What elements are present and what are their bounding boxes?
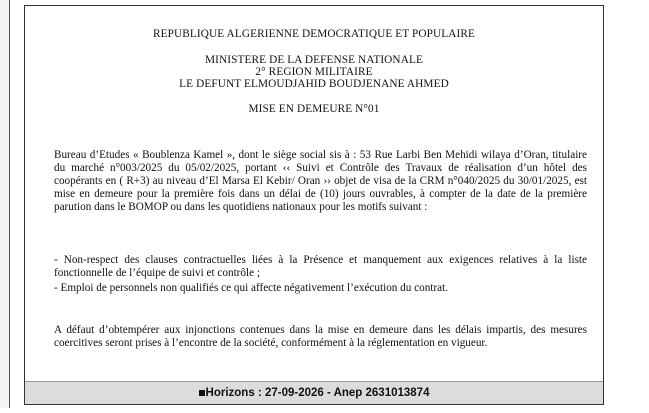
page-margin xyxy=(606,0,649,413)
conclusion-paragraph: A défaut d’obtempérer aux injonctions contenues dans la mise en demeure dans les délais impartis, des mesures coercitives seront prises à l’encontre de la société, conformément à la réglementation en vigueur. xyxy=(54,324,587,349)
motive-bullet-2: - Emploi de personnels non qualifiés ce qui affecte négativement l’exécution du contrat. xyxy=(54,282,449,294)
publication-footer xyxy=(25,381,603,404)
republic-heading: REPUBLIQUE ALGERIENNE DEMOCRATIQUE ET POPULAIRE xyxy=(152,28,476,40)
main-paragraph: Bureau d’Etudes « Boublenza Kamel », dont le siège social sis à : 53 Rue Larbi Ben Mehidi wilaya d’Oran, titulaire du marché n°003/2025 du 05/02/2025, portant ‹‹ Suivi et Contrôle des Travaux de réalisation d’un hôtel des coopérants en ( R+3) au niveau d’El Marsa El Kebir/ Oran ›› objet de visa de la CRM n°040/2025 du 30/01/2025, est mise en demeure pour la première fois dans un délai de (10) jours ouvrables, à compter de la date de la première parution dans le BOMOP ou dans les quotidiens nationaux pour les motifs suivant : xyxy=(54,149,587,213)
adjacent-column-edge xyxy=(0,0,10,408)
motive-bullet-1: - Non-respect des clauses contractuelles liées à la Présence et manquement aux exigences relatives à la liste fonctionnelle de l’équipe de suivi et contrôle ; xyxy=(54,254,587,279)
legal-notice xyxy=(24,5,604,405)
defunt-heading: LE DEFUNT ELMOUDJAHID BOUDJENANE AHMED xyxy=(179,78,449,90)
square-bullet-icon xyxy=(199,390,205,396)
notice-title: MISE EN DEMEURE N°01 xyxy=(248,103,380,115)
region-heading: 2° REGION MILITAIRE xyxy=(255,66,373,78)
publication-reference: Horizons : 27-09-2026 - Anep 2631013874 xyxy=(205,387,430,399)
ministry-heading: MINISTERE DE LA DEFENSE NATIONALE xyxy=(205,54,423,66)
